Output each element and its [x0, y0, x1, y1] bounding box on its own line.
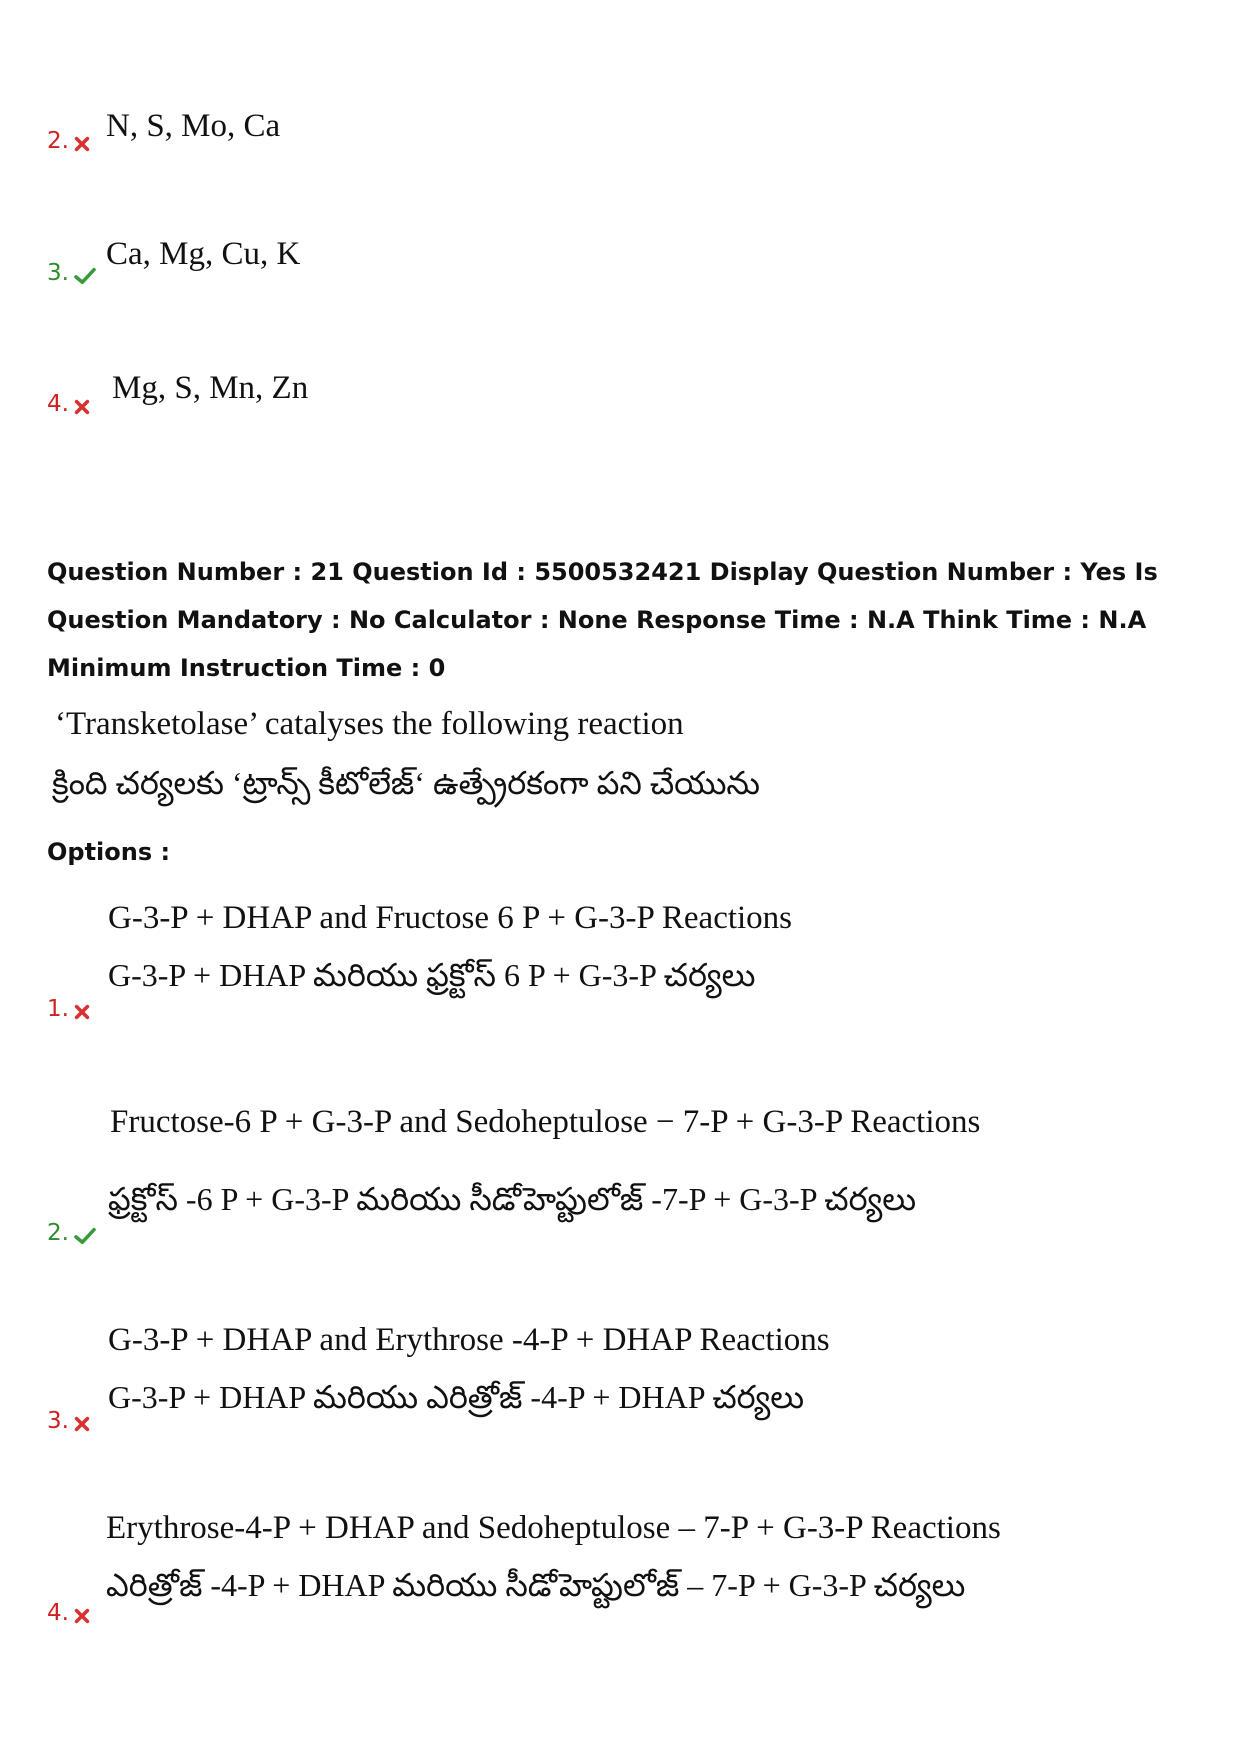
option-2-marker: [47, 1222, 97, 1245]
option-2-text-english: Fructose-6 P + G-3-P and Sedoheptulose − 7-P + G-3-P Reactions: [110, 1104, 981, 1140]
option-4-marker: [47, 1602, 91, 1625]
question-meta: Question Number : 21 Question Id : 5500532421 Display Question Number : Yes Is Question Mandatory : No Calculator : None Response Time : N.A Think Time : N.A Minimum Instruction Time : 0: [47, 558, 1158, 682]
prev-option-3: [47, 262, 97, 285]
prev-option-2-text: N, S, Mo, Ca: [106, 108, 281, 144]
option-3-text-english: G-3-P + DHAP and Erythrose -4-P + DHAP Reactions: [108, 1322, 830, 1358]
cross-icon: [73, 1003, 91, 1021]
option-number: 2.: [47, 128, 69, 154]
option-number: 4.: [47, 391, 69, 417]
option-1-marker: [47, 998, 91, 1021]
option-number: 2.: [47, 1220, 69, 1246]
prev-option-3-text: Ca, Mg, Cu, K: [106, 236, 301, 272]
cross-icon: [73, 1607, 91, 1625]
option-number: 4.: [47, 1600, 69, 1626]
option-4-text-english: Erythrose-4-P + DHAP and Sedoheptulose – 7-P + G-3-P Reactions: [106, 1510, 1001, 1546]
option-1-text-english: G-3-P + DHAP and Fructose 6 P + G-3-P Reactions: [108, 900, 793, 936]
cross-icon: [73, 1415, 91, 1433]
option-2-text-telugu: ఫ్రక్టోస్ -6 P + G-3-P మరియు సీడోహెప్టులోజ్ -7-P + G-3-P చర్యలు: [108, 1181, 917, 1217]
options-label: Options :: [47, 838, 171, 866]
option-4-text-telugu: ఎరిత్రోజ్ -4-P + DHAP మరియు సీడోహెప్టులోజ్ – 7-P + G-3-P చర్యలు: [106, 1567, 966, 1603]
option-number: 3.: [47, 260, 69, 286]
option-3-text-telugu: G-3-P + DHAP మరియు ఎరిత్రోజ్ -4-P + DHAP చర్యలు: [108, 1379, 805, 1415]
prev-option-4-text: Mg, S, Mn, Zn: [112, 370, 309, 406]
prev-option-4: [47, 393, 91, 416]
question-text-telugu: క్రింది చర్యలకు ‘ట్రాన్స్ కీటోలేజ్‘ ఉత్ప్రేరకంగా పని చేయును: [52, 765, 760, 801]
option-1-text-telugu: G-3-P + DHAP మరియు ఫ్రక్టోస్ 6 P + G-3-P చర్యలు: [108, 957, 756, 993]
prev-option-2: [47, 130, 91, 153]
check-icon: [73, 267, 97, 285]
option-number: 3.: [47, 1408, 69, 1434]
option-number: 1.: [47, 996, 69, 1022]
cross-icon: [73, 398, 91, 416]
check-icon: [73, 1227, 97, 1245]
cross-icon: [73, 135, 91, 153]
option-3-marker: [47, 1410, 91, 1433]
question-text-english: ‘Transketolase’ catalyses the following reaction: [55, 706, 684, 742]
